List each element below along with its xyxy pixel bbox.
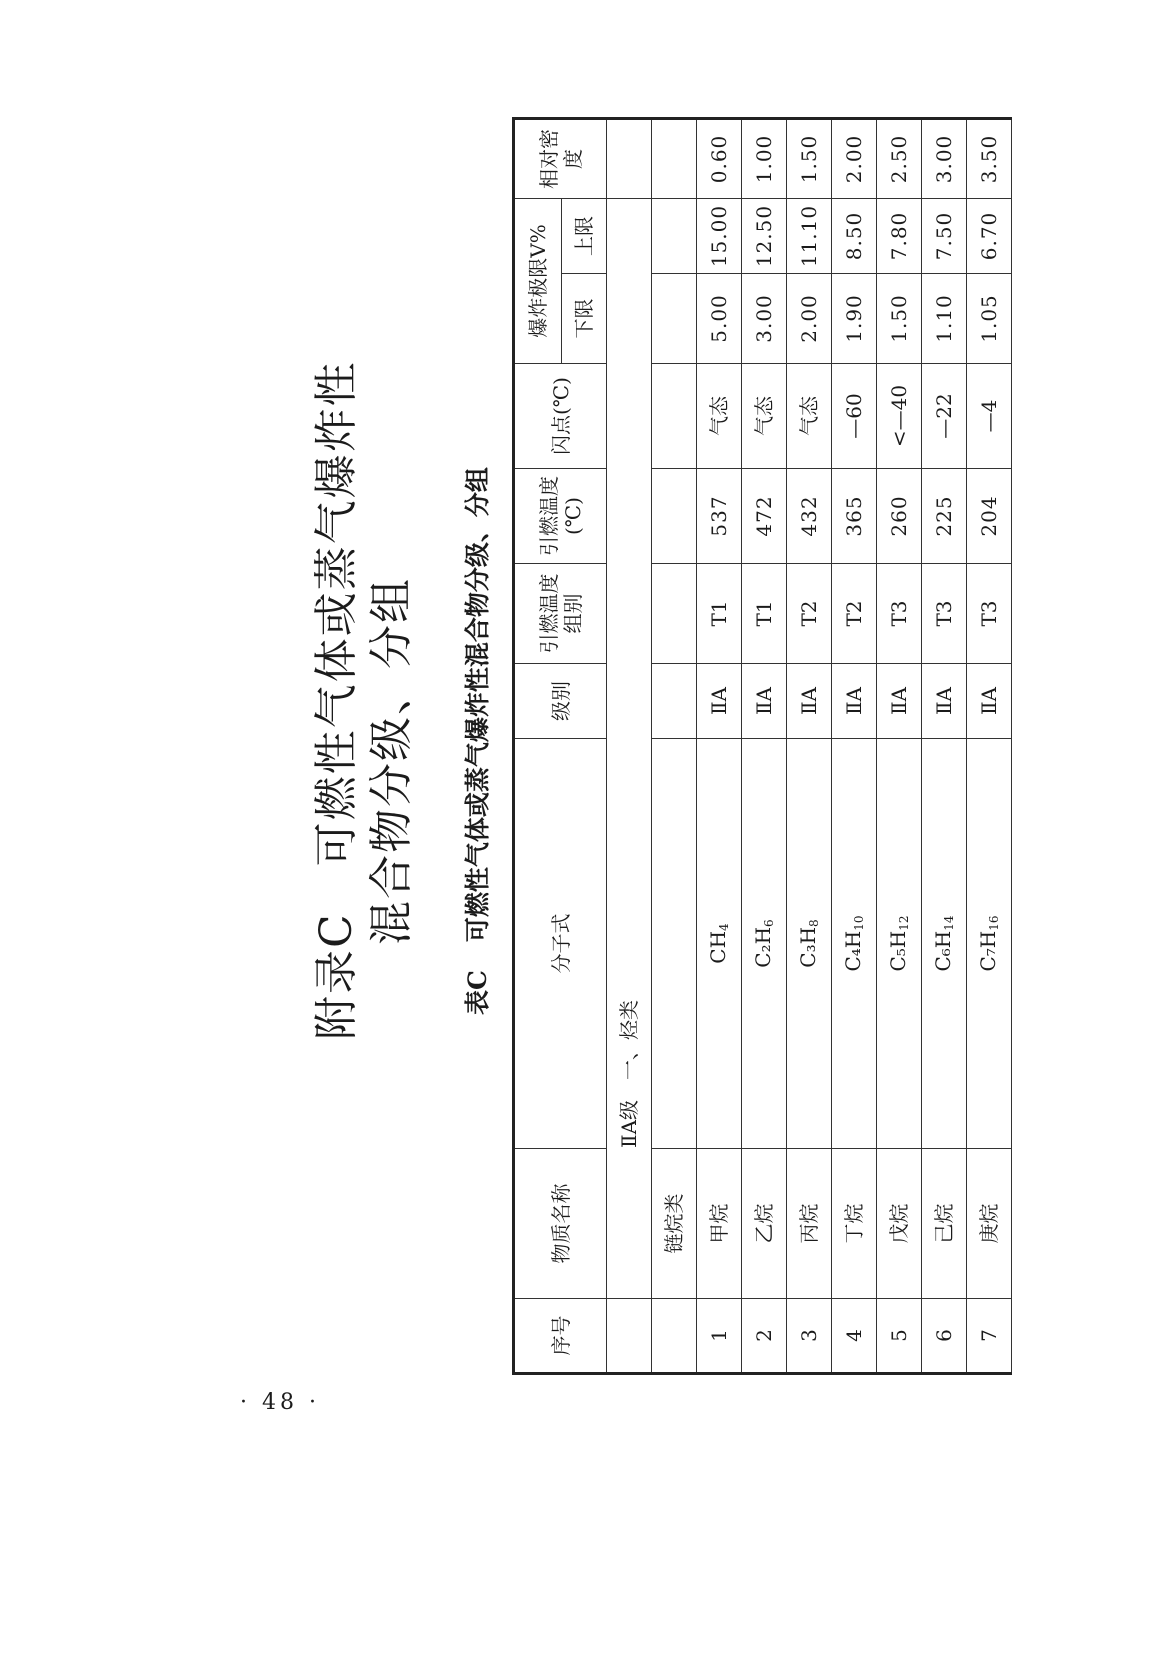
cell-flash: —4	[967, 364, 1012, 469]
formula-subscript: 12	[897, 915, 912, 931]
cell-group: T3	[967, 564, 1012, 664]
table-body	[697, 119, 1012, 1374]
table-caption	[458, 467, 494, 1015]
cell-ign: 432	[787, 469, 832, 564]
header-grade: 级别	[514, 664, 607, 739]
subgroup-label: 链烷类	[652, 1149, 697, 1299]
table-row	[697, 119, 742, 1374]
cell-upper: 8.50	[832, 199, 877, 274]
formula-subscript: 16	[987, 915, 1002, 931]
header-lower: 下限	[562, 274, 607, 364]
group-label: ⅡA级 一、烃类	[607, 199, 652, 1299]
cell-ign: 225	[922, 469, 967, 564]
table-row	[922, 119, 967, 1374]
cell-formula	[742, 739, 787, 1149]
classification-table	[512, 117, 1012, 1375]
cell-seq: 4	[832, 1299, 877, 1374]
cell-ign: 260	[877, 469, 922, 564]
cell-ign: 537	[697, 469, 742, 564]
cell-formula	[787, 739, 832, 1149]
header-density: 相对密度	[514, 119, 607, 199]
appendix-title-line1: 附录C 可燃性气体或蒸气爆炸性	[311, 360, 362, 1040]
cell-upper: 6.70	[967, 199, 1012, 274]
formula-subscript: 8	[807, 919, 822, 927]
formula-subscript: 10	[852, 915, 867, 931]
cell-name: 丙烷	[787, 1149, 832, 1299]
cell-grade: ⅡA	[877, 664, 922, 739]
table-row	[877, 119, 922, 1374]
cell-density: 2.00	[832, 119, 877, 199]
cell-lower: 1.90	[832, 274, 877, 364]
cell-ign: 204	[967, 469, 1012, 564]
formula-base: C₂H	[751, 926, 776, 968]
cell-ign: 472	[742, 469, 787, 564]
cell-ign: 365	[832, 469, 877, 564]
header-flash: 闪点(℃)	[514, 364, 607, 469]
cell-seq: 2	[742, 1299, 787, 1374]
cell-group: T2	[787, 564, 832, 664]
formula-subscript: 4	[717, 923, 732, 931]
header-formula: 分子式	[514, 739, 607, 1149]
header-seq: 序号	[514, 1299, 607, 1374]
cell-upper: 15.00	[697, 199, 742, 274]
cell-group: T1	[697, 564, 742, 664]
table-caption-label: 表C	[463, 970, 492, 1015]
cell-seq: 5	[877, 1299, 922, 1374]
formula-subscript: 6	[762, 919, 777, 927]
cell-formula	[697, 739, 742, 1149]
cell-grade: ⅡA	[742, 664, 787, 739]
cell-density: 3.50	[967, 119, 1012, 199]
header-row-1	[514, 119, 562, 1374]
table-row	[967, 119, 1012, 1374]
cell-upper: 7.80	[877, 199, 922, 274]
cell-upper: 11.10	[787, 199, 832, 274]
formula-base: C₇H	[976, 930, 1001, 972]
cell-lower: 1.10	[922, 274, 967, 364]
header-temp-group: 引燃温度组别	[514, 564, 607, 664]
table-row	[787, 119, 832, 1374]
cell-lower: 5.00	[697, 274, 742, 364]
table-wrapper	[512, 117, 1012, 1375]
page-number: · 48 ·	[240, 1390, 320, 1415]
formula-base: C₆H	[931, 930, 956, 972]
formula-base: C₄H	[841, 930, 866, 972]
cell-formula	[967, 739, 1012, 1149]
cell-flash: —22	[922, 364, 967, 469]
cell-group: T1	[742, 564, 787, 664]
cell-flash: 气态	[742, 364, 787, 469]
rotated-page	[250, 0, 1165, 1430]
header-explosion: 爆炸极限V%	[514, 199, 562, 364]
cell-flash: 气态	[697, 364, 742, 469]
cell-grade: ⅡA	[787, 664, 832, 739]
cell-density: 2.50	[877, 119, 922, 199]
table-caption-text: 可燃性气体或蒸气爆炸性混合物分级、分组	[463, 467, 492, 943]
group-row	[607, 119, 652, 1374]
cell-density: 1.50	[787, 119, 832, 199]
cell-density: 1.00	[742, 119, 787, 199]
cell-flash: <—40	[877, 364, 922, 469]
table-row	[742, 119, 787, 1374]
cell-lower: 1.05	[967, 274, 1012, 364]
cell-name: 己烷	[922, 1149, 967, 1299]
cell-group: T3	[877, 564, 922, 664]
cell-formula	[922, 739, 967, 1149]
cell-flash: —60	[832, 364, 877, 469]
cell-grade: ⅡA	[697, 664, 742, 739]
cell-seq: 6	[922, 1299, 967, 1374]
table-row	[832, 119, 877, 1374]
cell-seq: 3	[787, 1299, 832, 1374]
cell-grade: ⅡA	[922, 664, 967, 739]
formula-base: CH	[706, 930, 731, 964]
cell-grade: ⅡA	[832, 664, 877, 739]
appendix-title-line2: 混合物分级、分组	[366, 577, 417, 945]
cell-density: 0.60	[697, 119, 742, 199]
cell-lower: 1.50	[877, 274, 922, 364]
cell-group: T3	[922, 564, 967, 664]
cell-name: 庚烷	[967, 1149, 1012, 1299]
cell-name: 乙烷	[742, 1149, 787, 1299]
cell-group: T2	[832, 564, 877, 664]
header-upper: 上限	[562, 199, 607, 274]
formula-base: C₅H	[886, 930, 911, 972]
cell-density: 3.00	[922, 119, 967, 199]
subgroup-row	[652, 119, 697, 1374]
formula-subscript: 14	[942, 915, 957, 931]
cell-flash: 气态	[787, 364, 832, 469]
cell-upper: 12.50	[742, 199, 787, 274]
cell-name: 甲烷	[697, 1149, 742, 1299]
cell-name: 丁烷	[832, 1149, 877, 1299]
cell-seq: 1	[697, 1299, 742, 1374]
cell-lower: 3.00	[742, 274, 787, 364]
cell-name: 戊烷	[877, 1149, 922, 1299]
header-ign-temp: 引燃温度(℃)	[514, 469, 607, 564]
header-name: 物质名称	[514, 1149, 607, 1299]
cell-grade: ⅡA	[967, 664, 1012, 739]
cell-seq: 7	[967, 1299, 1012, 1374]
formula-base: C₃H	[796, 926, 821, 968]
cell-formula	[832, 739, 877, 1149]
cell-formula	[877, 739, 922, 1149]
cell-upper: 7.50	[922, 199, 967, 274]
cell-lower: 2.00	[787, 274, 832, 364]
